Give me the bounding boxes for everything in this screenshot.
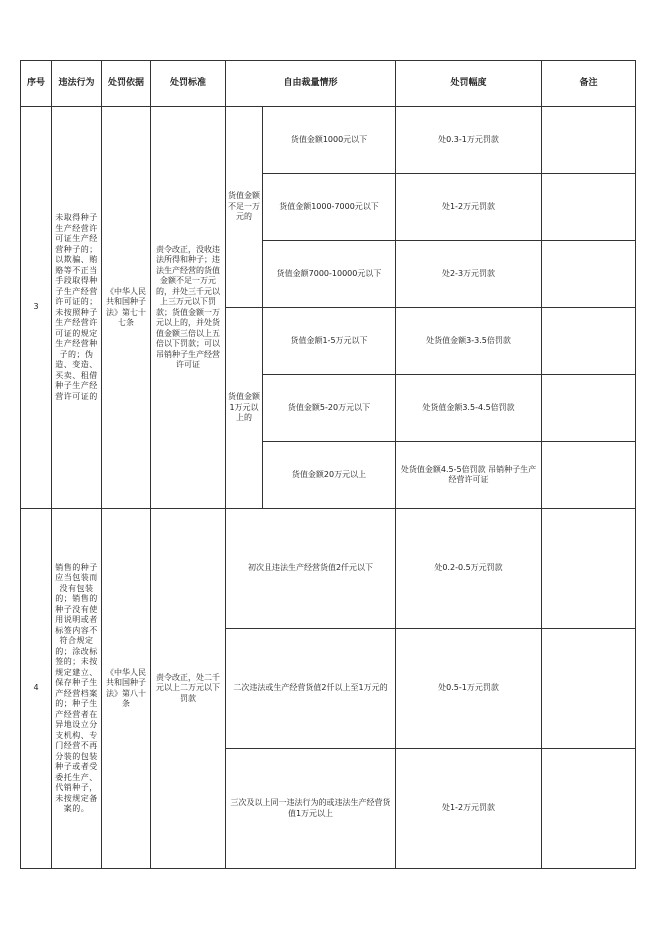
case4-basis: 《中华人民共和国种子法》第八十条 xyxy=(102,509,151,869)
case3-range-2: 处1-2万元罚款 xyxy=(396,174,542,241)
case4-circ-1: 初次且违法生产经营货值2仟元以下 xyxy=(226,509,396,629)
case3-group1: 货值金额不足一万元的 xyxy=(226,107,263,308)
case4-act: 销售的种子应当包装而没有包装的；销售的种子没有使用说明或者标签内容不符合规定的；涂改标签的；未按规定建立、保存种子生产经营档案的；种子生产经营者在异地设立分支机构、专门经营不再分装的包装种子或者受委托生产、代销种子，未按规定备案的。 xyxy=(52,509,102,869)
case3-circ-3: 货值金额7000-10000元以下 xyxy=(263,241,396,308)
header-note: 备注 xyxy=(542,61,636,107)
case4-note-2 xyxy=(542,629,636,749)
case4-range-2: 处0.5-1万元罚款 xyxy=(396,629,542,749)
case4-circ-2: 二次违法或生产经营货值2仟以上至1万元的 xyxy=(226,629,396,749)
case3-note-1 xyxy=(542,107,636,174)
header-row xyxy=(21,61,636,107)
case4-range-1: 处0.2-0.5万元罚款 xyxy=(396,509,542,629)
case3-no: 3 xyxy=(21,107,52,509)
case3-range-1: 处0.3-1万元罚款 xyxy=(396,107,542,174)
case3-note-5 xyxy=(542,375,636,442)
case3-note-3 xyxy=(542,241,636,308)
case3-circ-6: 货值金额20万元以上 xyxy=(263,442,396,509)
case3-circ-4: 货值金额1-5万元以下 xyxy=(263,308,396,375)
table-row xyxy=(21,107,636,174)
case3-act: 未取得种子生产经营许可证生产经营种子的；以欺骗、贿赂等不正当手段取得种子生产经营许可证的；未按照种子生产经营许可证的规定生产经营种子的；伪造、变造、买卖、租借种子生产经营许可证的 xyxy=(52,107,102,509)
table-row xyxy=(21,509,636,629)
case4-note-1 xyxy=(542,509,636,629)
case3-note-2 xyxy=(542,174,636,241)
case4-range-3: 处1-2万元罚款 xyxy=(396,749,542,869)
header-act: 违法行为 xyxy=(52,61,102,107)
case3-range-3: 处2-3万元罚款 xyxy=(396,241,542,308)
case4-standard: 责令改正，处二千元以上二万元以下罚款 xyxy=(151,509,226,869)
case3-note-4 xyxy=(542,308,636,375)
case3-basis: 《中华人民共和国种子法》第七十七条 xyxy=(102,107,151,509)
header-no: 序号 xyxy=(21,61,52,107)
case3-note-6 xyxy=(542,442,636,509)
case4-circ-3: 三次及以上同一违法行为的或违法生产经营货值1万元以上 xyxy=(226,749,396,869)
case3-standard: 责令改正，没收违法所得和种子；违法生产经营的货值金额不足一万元的，并处三千元以上三万元以下罚款；货值金额一万元以上的，并处货值金额三倍以上五倍以下罚款；可以吊销种子生产经营许可证 xyxy=(151,107,226,509)
case3-range-4: 处货值金额3-3.5倍罚款 xyxy=(396,308,542,375)
case4-note-3 xyxy=(542,749,636,869)
case4-no: 4 xyxy=(21,509,52,869)
case3-circ-1: 货值金额1000元以下 xyxy=(263,107,396,174)
header-circumstance: 自由裁量情形 xyxy=(226,61,396,107)
header-standard: 处罚标准 xyxy=(151,61,226,107)
penalty-table xyxy=(20,60,636,869)
case3-range-5: 处货值金额3.5-4.5倍罚款 xyxy=(396,375,542,442)
header-range: 处罚幅度 xyxy=(396,61,542,107)
case3-group2: 货值金额1万元以上的 xyxy=(226,308,263,509)
case3-range-6: 处货值金额4.5-5倍罚款 吊销种子生产经营许可证 xyxy=(396,442,542,509)
header-basis: 处罚依据 xyxy=(102,61,151,107)
case3-circ-5: 货值金额5-20万元以下 xyxy=(263,375,396,442)
case3-circ-2: 货值金额1000-7000元以下 xyxy=(263,174,396,241)
